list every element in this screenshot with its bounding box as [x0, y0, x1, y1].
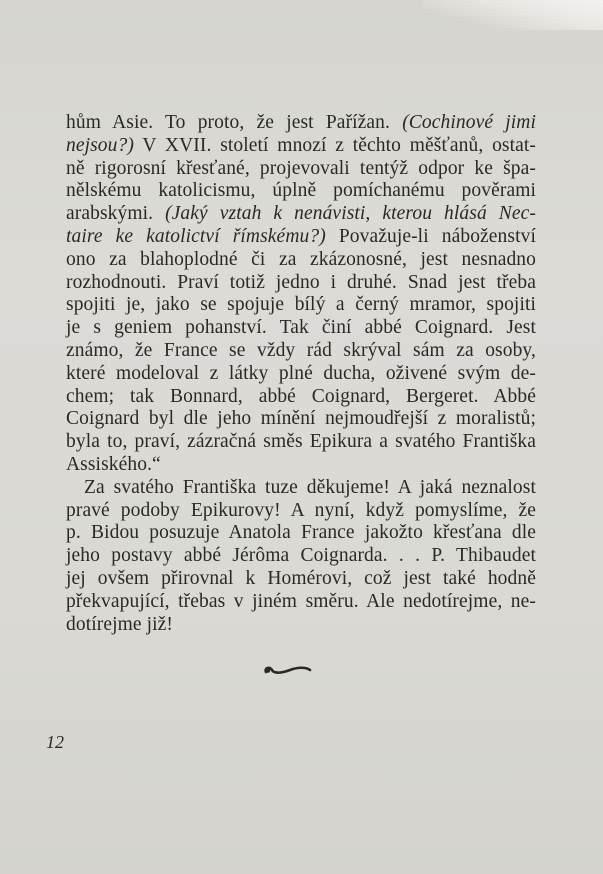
text-span: arabskými. [66, 203, 166, 225]
text-line: ně rigorosní křesťané, projevovali tentýž odpor ke špa- [66, 157, 536, 179]
text-line: překvapující, třebas v jiném směru. Ale nedotírejme, ne- [66, 590, 536, 612]
text-line: nělskému katolicismu, úplně pomíchanému pověrami [66, 180, 536, 202]
text-line: ono za blahoplodné či za zkázonosné, jest nesnadno [66, 248, 536, 270]
text-span: Považuje-li náboženství [325, 225, 536, 247]
text-line: Assiského.“ [66, 453, 161, 475]
text-line: známo, že France se vždy rád skrýval sám za osoby, [66, 339, 536, 361]
text-line: jeho postavy abbé Jérôma Coignarda. . . P. Thibaudet [66, 545, 536, 567]
text-line: je s geniem pohanství. Tak činí abbé Coignard. Jest [66, 317, 536, 339]
text-span: V XVII. století mnozí z těchto měšťanů, ostat- [133, 134, 536, 156]
italic-phrase: nejsou?) [66, 134, 134, 156]
text-span: hům Asie. To proto, že jest Pařížan. [66, 112, 403, 133]
text-line: chem; tak Bonnard, abbé Coignard, Bergeret. Abbé [66, 385, 536, 407]
text-line: pravé podoby Epikurovy! A nyní, když pomyslíme, že [66, 499, 536, 521]
text-line [66, 203, 536, 226]
text-line: p. Bidou posuzuje Anatola France jakožto křesťana dle [66, 522, 536, 544]
italic-phrase: (Jaký vztah k nenávisti, kterou hlásá Nec- [165, 203, 536, 225]
text-line: které modeloval z látky plné ducha, oživené svým de- [66, 362, 536, 384]
text-line [66, 135, 536, 158]
swash-ornament-icon [262, 662, 314, 678]
text-line: jej ovšem přirovnal k Homérovi, což jest také hodně [66, 567, 536, 589]
page-corner-fold [423, 0, 603, 30]
text-line: byla to, praví, zázračná směs Epikura a svatého Františka [66, 431, 536, 453]
italic-phrase: (Cochinové jimi [402, 112, 537, 133]
text-line: Coignard byl dle jeho mínění nejmoudřejší z moralistů; [66, 408, 536, 430]
page-number: 12 [46, 732, 64, 752]
text-line [66, 226, 536, 249]
italic-phrase: taire ke katolictví římskému?) [66, 225, 326, 247]
text-line: dotírejme již! [66, 613, 173, 635]
text-line: rozhodnouti. Praví totiž jedno i druhé. Snad jest třeba [66, 271, 536, 293]
text-line: spojiti je, jako se spojuje bílý a černý mramor, spojiti [66, 294, 536, 316]
text-line [66, 112, 536, 135]
body-text [66, 112, 536, 636]
text-line: Za svatého Františka tuze děkujeme! A jaká neznalost [84, 476, 536, 498]
